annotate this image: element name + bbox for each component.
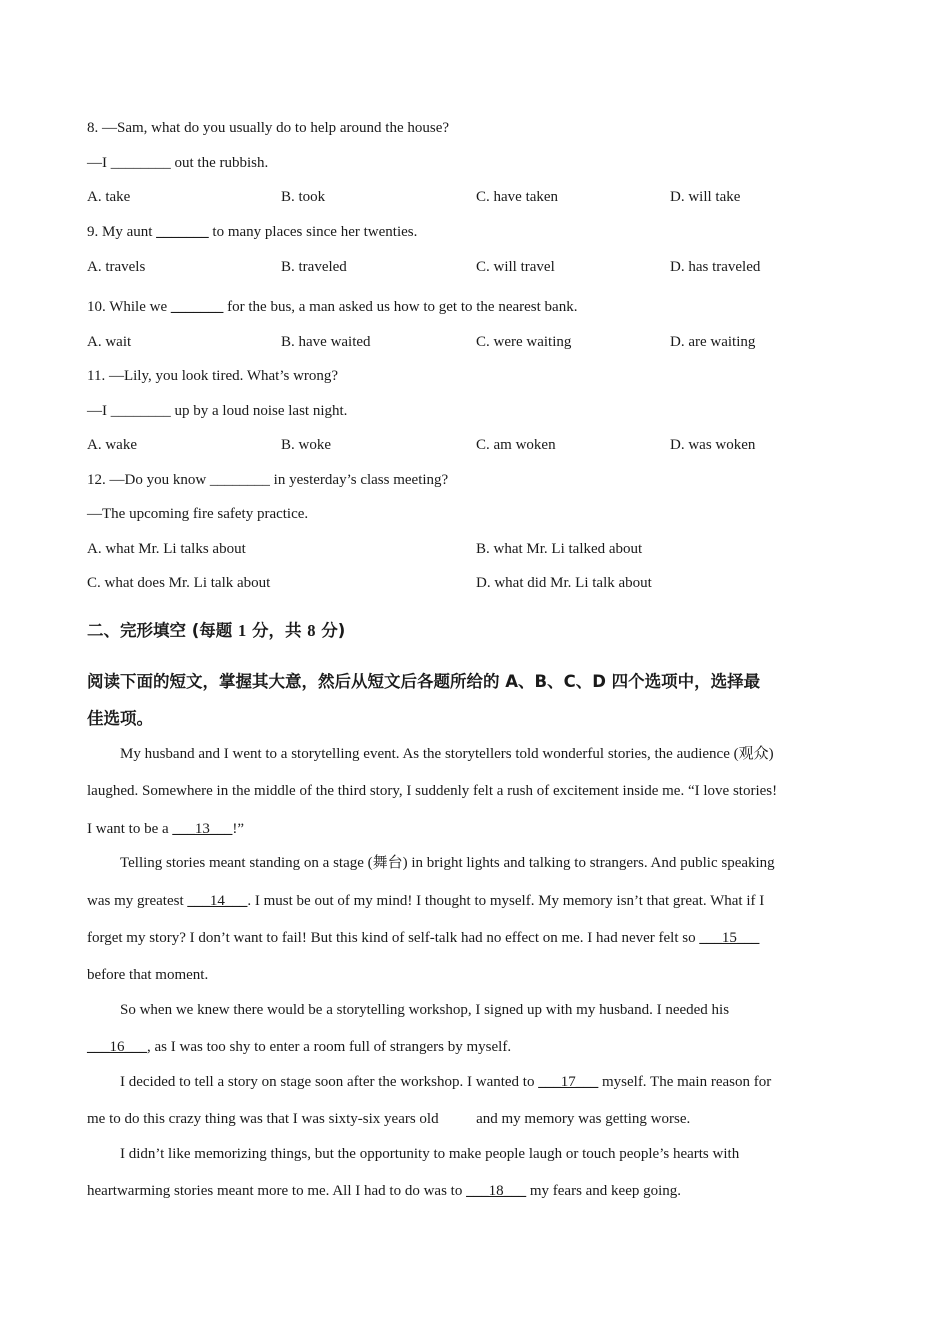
passage-p5-line1: I didn’t like memorizing things, but the opportunity to make people laugh or touch people’s hearts with [120,1146,740,1162]
q12-option-b: B. what Mr. Li talked about [476,541,643,557]
q12-option-c: C. what does Mr. Li talk about [87,575,271,591]
passage-p3-line1: So when we knew there would be a storytelling workshop, I signed up with my husband. I needed his [120,1002,730,1018]
q8-option-d: D. will take [670,189,741,205]
blank-15: ___15___ [699,930,760,946]
q8-blank: ________ [110,155,171,171]
passage-p2-line2: was my greatest ___14___. I must be out of my mind! I thought to myself. My memory isn’t that great. What if I [87,893,765,909]
blank-13: ___13___ [172,821,233,837]
q8-option-b: B. took [281,189,326,205]
q11-option-c: C. am woken [476,437,556,453]
q11-option-a: A. wake [87,437,137,453]
section-heading: 二、完形填空 (每题 1 分，共 8 分) [87,621,346,640]
q12-option-a: A. what Mr. Li talks about [87,541,246,557]
section-instructions-line2: 佳选项。 [87,709,153,728]
q8-option-a: A. take [87,189,131,205]
q11-option-b: B. woke [281,437,331,453]
passage-p4-line2: me to do this crazy thing was that I was sixty-six years old and my memory was getting worse. [87,1111,691,1127]
q12-stem: 12. —Do you know ________ in yesterday’s class meeting? [87,472,449,488]
passage-p4-line1: I decided to tell a story on stage soon after the workshop. I wanted to ___17___ myself. The main reason for [120,1074,772,1090]
blank-17: ___17___ [538,1074,599,1090]
q11-option-d: D. was woken [670,437,756,453]
q9-stem: 9. My aunt _______ to many places since her twenties. [87,224,418,240]
passage-p2-line3: forget my story? I don’t want to fail! But this kind of self-talk had no effect on me. I had never felt so ___15___ [87,930,760,946]
passage-p5-line2: heartwarming stories meant more to me. All I had to do was to ___18___ my fears and keep going. [87,1183,682,1199]
q12-blank: ________ [209,472,270,488]
q12-option-d: D. what did Mr. Li talk about [476,575,652,591]
passage-p1-line2: laughed. Somewhere in the middle of the third story, I suddenly felt a rush of excitement inside me. “I love stories! [87,783,778,799]
q10-stem: 10. While we _______ for the bus, a man asked us how to get to the nearest bank. [87,299,578,315]
q10-blank: _______ [170,299,224,315]
q11-reply: —I ________ up by a loud noise last night. [87,403,348,419]
q10-option-b: B. have waited [281,334,371,350]
blank-14: ___14___ [187,893,248,909]
q9-option-d: D. has traveled [670,259,761,275]
section-instructions-line1: 阅读下面的短文，掌握其大意，然后从短文后各题所给的 A、B、C、D 四个选项中，选择最 [87,672,761,691]
passage-p2-line4: before that moment. [87,967,209,983]
q12-reply: —The upcoming fire safety practice. [87,506,309,522]
q8-option-c: C. have taken [476,189,559,205]
q8-reply: —I ________ out the rubbish. [87,155,269,171]
q9-option-a: A. travels [87,259,146,275]
q9-option-b: B. traveled [281,259,347,275]
q10-option-d: D. are waiting [670,334,756,350]
blank-16: ___16___ [87,1039,147,1055]
blank-18: ___18___ [466,1183,527,1199]
passage-p1-line1: My husband and I went to a storytelling event. As the storytellers told wonderful stories, the audience (观众) [120,746,774,762]
q9-blank: _______ [156,224,209,240]
q10-option-c: C. were waiting [476,334,572,350]
q9-option-c: C. will travel [476,259,555,275]
q8-stem: 8. —Sam, what do you usually do to help around the house? [87,120,450,136]
q11-blank: ________ [110,403,171,419]
passage-p2-line1: Telling stories meant standing on a stage (舞台) in bright lights and talking to strangers. And public speaking [120,855,775,871]
passage-p1-line3: I want to be a ___13___!” [87,821,245,837]
q11-stem: 11. —Lily, you look tired. What’s wrong? [87,368,339,384]
passage-p3-line2: ___16___, as I was too shy to enter a room full of strangers by myself. [87,1039,512,1055]
q10-option-a: A. wait [87,334,132,350]
